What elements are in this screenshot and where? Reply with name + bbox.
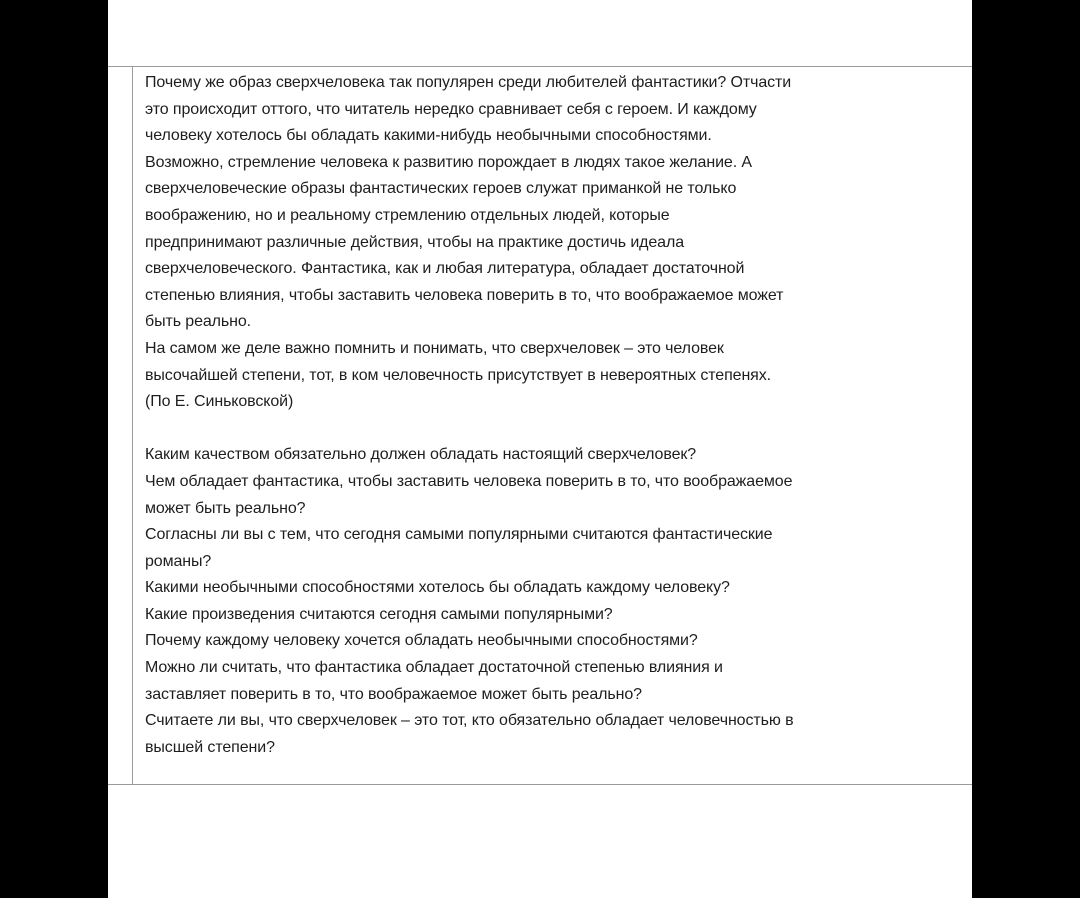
question-line: Считаете ли вы, что сверхчеловек – это тот, кто обязательно обладает человечностью в (145, 712, 794, 730)
blank-line (145, 416, 965, 443)
passage-line: На самом же деле важно помнить и понимать, что сверхчеловек – это человек (145, 339, 724, 357)
passage-paragraph (145, 70, 965, 416)
passage-line: быть реально. (145, 313, 252, 331)
document-page (108, 0, 972, 898)
question-line: романы? (145, 552, 212, 570)
table-column-divider (132, 67, 133, 784)
text-table (108, 66, 972, 785)
questions-list (145, 442, 965, 761)
question-line: Какие произведения считаются сегодня самыми популярными? (145, 605, 613, 623)
passage-line: предпринимают различные действия, чтобы на практике достичь идеала (145, 233, 685, 251)
passage-line: сверхчеловеческого. Фантастика, как и любая литература, обладает достаточной (145, 260, 745, 278)
question-line: Почему каждому человеку хочется обладать необычными способностями? (145, 632, 698, 650)
question-line: Можно ли считать, что фантастика обладает достаточной степенью влияния и (145, 659, 723, 677)
question-line: заставляет поверить в то, что воображаемое может быть реально? (145, 685, 642, 703)
passage-line: степенью влияния, чтобы заставить человека поверить в то, что воображаемое может (145, 286, 784, 304)
question-line: Какими необычными способностями хотелось бы обладать каждому человеку? (145, 579, 730, 597)
passage-line: высочайшей степени, тот, в ком человечность присутствует в невероятных степенях. (145, 366, 771, 384)
passage-line: Почему же образ сверхчеловека так популярен среди любителей фантастики? Отчасти (145, 74, 792, 91)
question-line: Согласны ли вы с тем, что сегодня самыми популярными считаются фантастические (145, 526, 773, 544)
passage-line: человеку хотелось бы обладать какими-нибудь необычными способностями. (145, 127, 712, 145)
question-line: может быть реально? (145, 499, 306, 517)
question-line: Чем обладает фантастика, чтобы заставить человека поверить в то, что воображаемое (145, 472, 793, 490)
question-line: высшей степени? (145, 738, 275, 756)
passage-line: сверхчеловеческие образы фантастических героев служат приманкой не только (145, 180, 737, 198)
passage-line: Возможно, стремление человека к развитию порождает в людях такое желание. А (145, 153, 752, 171)
passage-line: это происходит оттого, что читатель нередко сравнивает себя с героем. И каждому (145, 100, 757, 118)
question-line: Каким качеством обязательно должен обладать настоящий сверхчеловек? (145, 446, 697, 464)
text-cell (145, 70, 965, 761)
passage-line: воображению, но и реальному стремлению отдельных людей, которые (145, 206, 670, 224)
passage-source: (По Е. Синьковской) (145, 393, 294, 411)
